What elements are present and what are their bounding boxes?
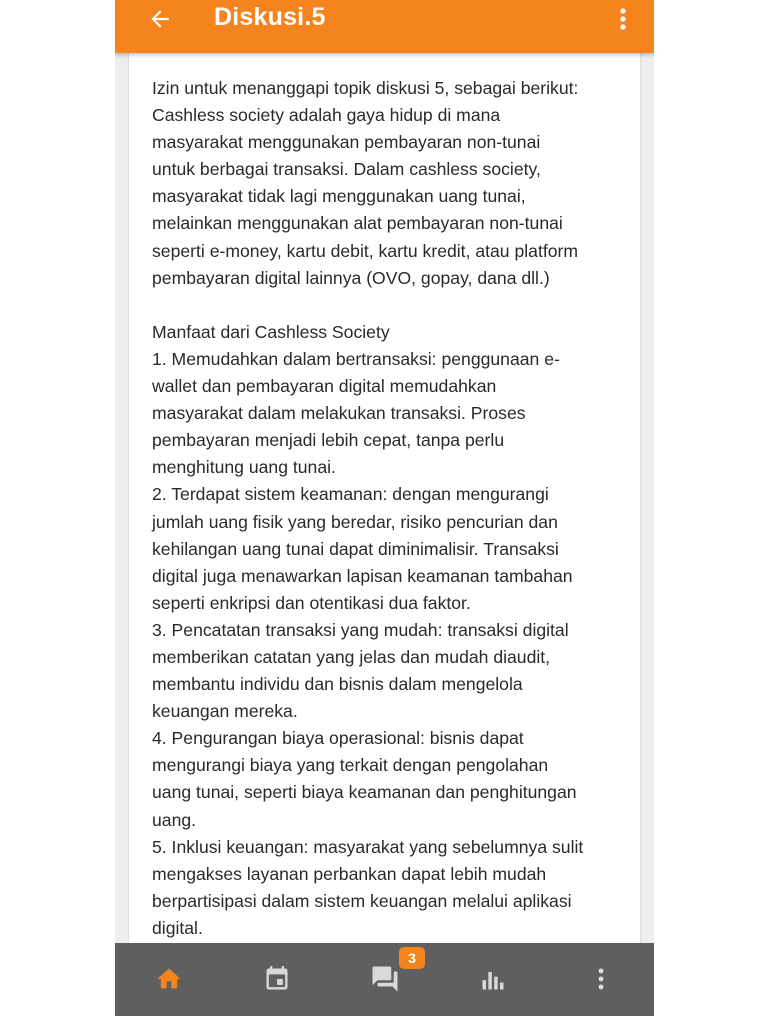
discussion-post-card [129, 53, 640, 948]
nav-home[interactable] [147, 959, 191, 999]
more-options-button[interactable] [608, 3, 638, 35]
more-vertical-icon [619, 7, 627, 31]
bar-chart-icon [479, 965, 507, 993]
app-screen [115, 0, 654, 1016]
home-icon [155, 965, 183, 993]
post-body-text: Izin untuk menanggapi topik diskusi 5, sebagai berikut: Cashless society adalah gaya hidup di mana masyarakat menggunakan pembayaran non-tunai untuk berbagai transaksi. Dalam cashless society, masyarakat tidak lagi menggunakan uang tunai, melainkan menggunakan alat pembayaran non-tunai seperti e-money, kartu debit, kartu kredit, atau platform pembayaran digital lainnya (OVO, gopay, dana dll.) Manfaat dari Cashless Society 1. Memudahkan dalam bertransaksi: penggunaan e- wallet dan pembayaran digital memudahkan masyarakat dalam melakukan transaksi. Proses pembayaran menjadi lebih cepat, tanpa perlu menghitung uang tunai. 2. Terdapat sistem keamanan: dengan mengurangi jumlah uang fisik yang beredar, risiko pencurian dan kehilangan uang tunai dapat diminimalisir. Transaksi digital juga menawarkan lapisan keamanan tambahan seperti enkripsi dan otentikasi dua faktor. 3. Pencatatan transaksi yang mudah: transaksi digital memberikan catatan yang jelas dan mudah diaudit, membantu individu dan bisnis dalam mengelola keuangan mereka. 4. Pengurangan biaya operasional: bisnis dapat mengurangi biaya yang terkait dengan pengolahan uang tunai, seperti biaya keamanan dan penghitungan uang. 5. Inklusi keuangan: masyarakat yang sebelumnya sulit mengakses layanan perbankan dapat lebih mudah berpartisipasi dalam sistem keuangan melalui aplikasi digital. [152, 78, 584, 938]
nav-calendar[interactable] [255, 959, 299, 999]
notification-badge: 3 [399, 947, 425, 969]
arrow-left-icon [147, 6, 173, 32]
page-title: Diskusi.5 [214, 3, 326, 31]
back-button[interactable] [143, 2, 177, 36]
app-bar [115, 0, 654, 53]
more-vertical-icon [597, 967, 605, 991]
calendar-icon [263, 965, 291, 993]
nav-statistics[interactable] [471, 959, 515, 999]
forum-icon [370, 964, 400, 994]
bottom-navigation [115, 943, 654, 1016]
nav-more[interactable] [579, 959, 623, 999]
